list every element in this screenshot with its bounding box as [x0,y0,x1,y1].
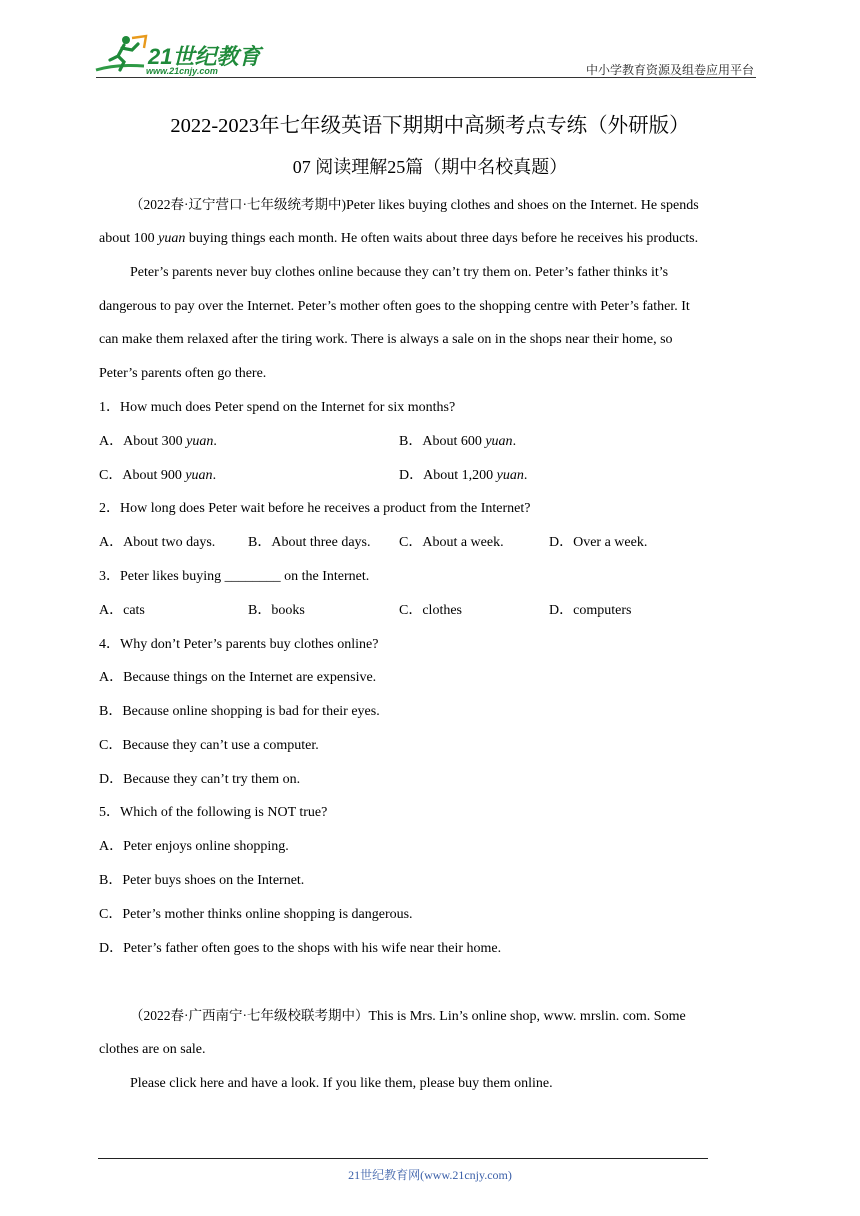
question-3-option-d: D．computers [549,603,632,618]
passage1-line6: Peter’s parents often go there. [99,366,267,381]
question-4-option-c: C．Because they can’t use a computer. [99,738,319,753]
passage1-line1: （2022春·辽宁营口·七年级统考期中)Peter likes buying clothes and shoes on the Internet. He spends [130,197,699,213]
question-2: 2．How long does Peter wait before he receives a product from the Internet? [99,501,531,516]
passage1-source: （2022春·辽宁营口·七年级统考期中) [130,197,346,212]
question-2-option-c: C．About a week. [399,535,504,550]
question-4-option-a: A．Because things on the Internet are expensive. [99,670,377,685]
footer-divider [98,1158,708,1159]
question-1-option-b: B．About 600 yuan. [399,434,517,449]
question-3: 3．Peter likes buying ________ on the Internet. [99,569,370,584]
passage1-line5: can make them relaxed after the tiring work. There is always a sale on in the shops near their home, so [99,332,673,347]
passage1-line4: dangerous to pay over the Internet. Peter’s mother often goes to the shopping centre with Peter’s father. It [99,299,690,314]
passage1-line3: Peter’s parents never buy clothes online because they can’t try them on. Peter’s father thinks it’s [130,265,669,280]
question-1: 1．How much does Peter spend on the Internet for six months? [99,400,456,415]
question-2-option-d: D．Over a week. [549,535,648,550]
question-5-option-d: D．Peter’s father often goes to the shops with his wife near their home. [99,941,502,956]
header-divider [96,77,756,78]
logo-text: 21世纪教育 [148,44,261,69]
question-4-option-b: B．Because online shopping is bad for their eyes. [99,704,380,719]
question-5: 5．Which of the following is NOT true? [99,805,328,820]
logo-url: www.21cnjy.com [146,66,218,76]
footer-text: 21世纪教育网(www.21cnjy.com) [348,1168,512,1182]
passage2-line2: clothes are on sale. [99,1042,206,1057]
page-title: 2022-2023年七年级英语下期期中高频考点专练（外研版） [170,115,690,137]
passage2-line1: （2022春·广西南宁·七年级校联考期中）This is Mrs. Lin’s online shop, www. mrslin. com. Some [130,1008,686,1024]
page-subtitle: 07 阅读理解25篇（期中名校真题） [292,157,568,177]
question-3-option-c: C．clothes [399,603,462,618]
question-3-option-a: A．cats [99,603,145,618]
question-1-option-a: A．About 300 yuan. [99,434,217,449]
question-2-option-a: A．About two days. [99,535,216,550]
question-1-option-c: C．About 900 yuan. [99,468,217,483]
header-tagline: 中小学教育资源及组卷应用平台 [585,63,754,77]
question-4-option-d: D．Because they can’t try them on. [99,772,301,787]
question-3-option-b: B．books [248,603,305,618]
passage1-line2: about 100 yuan buying things each month. He often waits about three days before he receives his products. [99,231,699,246]
passage2-source: （2022春·广西南宁·七年级校联考期中） [130,1008,369,1023]
question-5-option-c: C．Peter’s mother thinks online shopping is dangerous. [99,907,413,922]
question-1-option-d: D．About 1,200 yuan. [399,468,528,483]
question-5-option-a: A．Peter enjoys online shopping. [99,839,289,854]
question-2-option-b: B．About three days. [248,535,371,550]
question-5-option-b: B．Peter buys shoes on the Internet. [99,873,305,888]
passage2-line3: Please click here and have a look. If you like them, please buy them online. [130,1076,553,1091]
question-4: 4．Why don’t Peter’s parents buy clothes online? [99,637,379,652]
runner-logo-icon [94,34,154,76]
